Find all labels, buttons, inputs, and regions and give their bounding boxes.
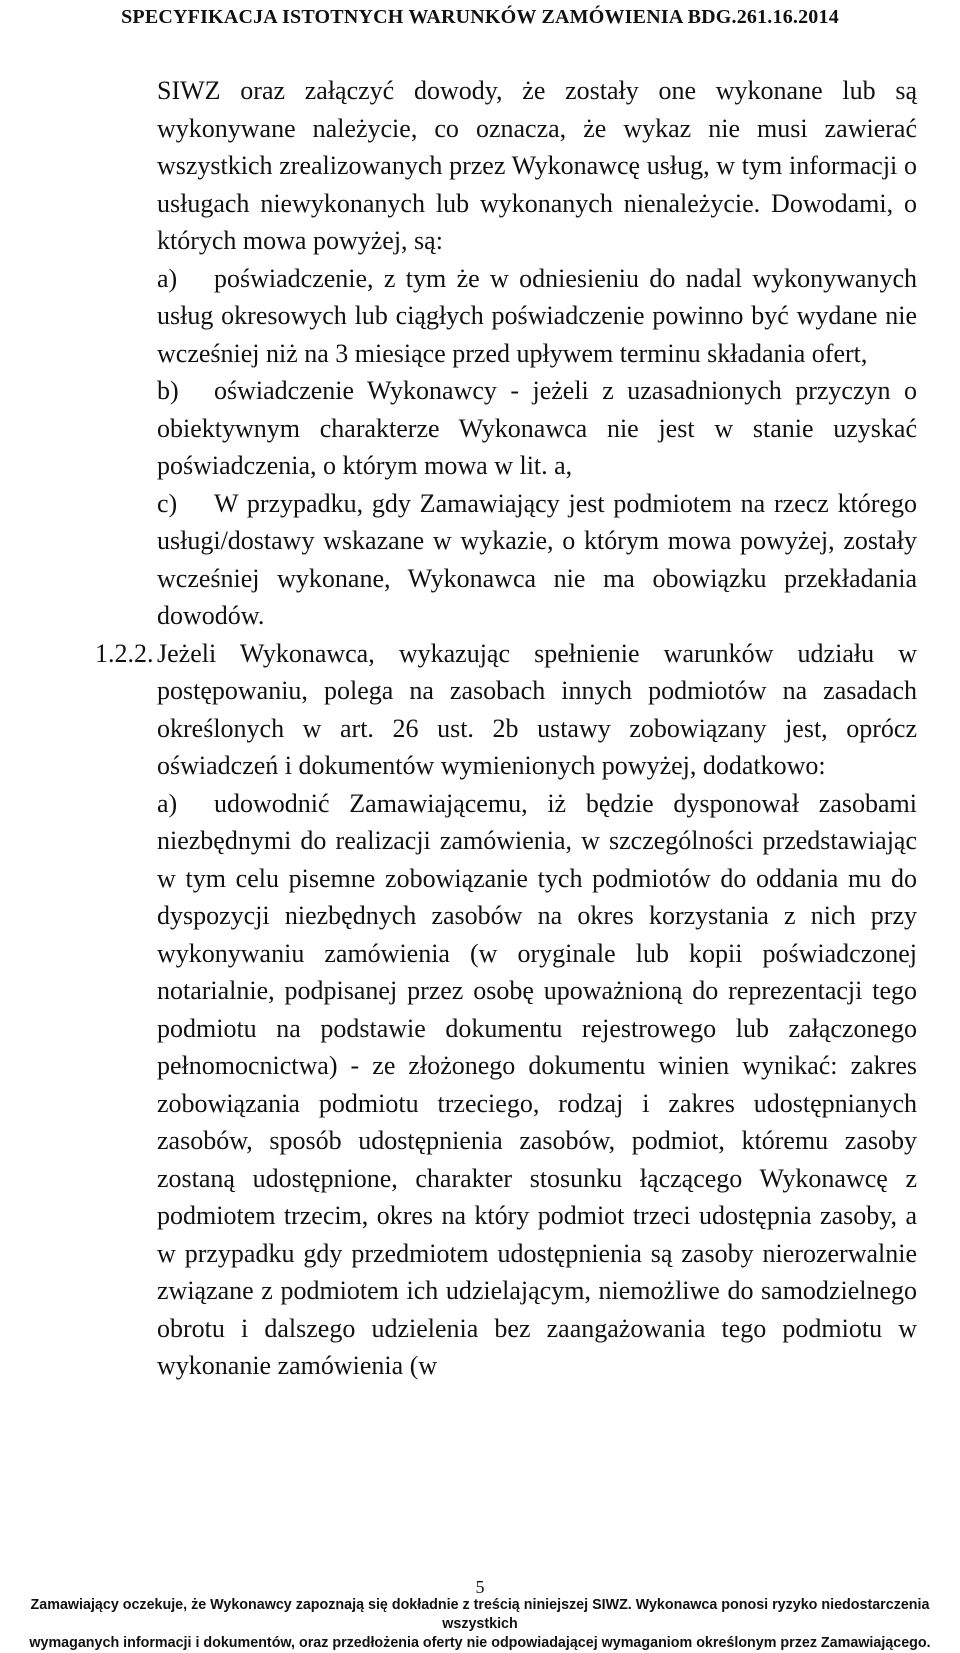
- section-number: 1.2.2.: [95, 638, 154, 668]
- list-text-b: oświadczenie Wykonawcy - jeżeli z uzasadnionych przyczyn o obiektywnym charakterze Wykonawca nie jest w stanie uzyskać poświadczenia, o którym mowa w lit. a,: [157, 376, 917, 480]
- footer-line-1: Zamawiający oczekuje, że Wykonawcy zapoznają się dokładnie z treścią niniejszej SIWZ. Wykonawca ponosi ryzyko niedostarczenia wszystkich: [30, 1597, 930, 1632]
- list-marker-a: a): [157, 263, 178, 293]
- list-item-2a: [157, 785, 917, 1385]
- list-text-c: W przypadku, gdy Zamawiający jest podmiotem na rzecz którego usługi/dostawy wskazane w wykazie, o którym mowa powyżej, zostały wcześniej wykonane, Wykonawca nie ma obowiązku przekładania dowodów.: [157, 488, 917, 630]
- list-item-c: [157, 485, 917, 635]
- page-footer: [0, 1596, 960, 1653]
- list-marker-b: b): [157, 376, 179, 405]
- list-item-b: [157, 372, 917, 485]
- page-number: 5: [475, 1577, 485, 1597]
- footer-line-2: wymaganych informacji i dokumentów, oraz przedłożenia oferty nie odpowiadającej wymaganiom określonym przez Zamawiającego.: [29, 1635, 931, 1651]
- list-item-a: [157, 260, 917, 373]
- section-1-2-2: [95, 635, 917, 785]
- list-text-2a: udowodnić Zamawiającemu, iż będzie dysponował zasobami niezbędnymi do realizacji zamówienia, w szczególności przedstawiając w tym celu pisemne zobowiązanie tych podmiotów do oddania mu do dyspozycji niezbędnych zasobów na okres korzystania z nich przy wykonywaniu zamówienia (w oryginale lub kopii poświadczonej notarialnie, podpisanej przez osobę upoważnioną do reprezentacji tego podmiotu na podstawie dokumentu rejestrowego lub załączonego pełnomocnictwa) - ze złożonego dokumentu winien wynikać: zakres zobowiązania podmiotu trzeciego, rodzaj i zakres udostępnianych zasobów, sposób udostępnienia zasobów, podmiot, któremu zasoby zostaną udostępnione, charakter stosunku łączącego Wykonawcę z podmiotem trzecim, okres na który podmiot trzeci udostępnia zasoby, a w przypadku gdy przedmiotem udostępnienia są zasoby nierozerwalnie związane z podmiotem ich udzielającym, niemożliwe do samodzielnego obrotu i dalszego udzielenia bez zaangażowania tego podmiotu w wykonanie zamówienia (w: [157, 788, 917, 1380]
- list-marker-2a: a): [157, 788, 178, 818]
- paragraph-intro: SIWZ oraz załączyć dowody, że zostały one wykonane lub są wykonywane należycie, co oznacza, że wykaz nie musi zawierać wszystkich zrealizowanych przez Wykonawcę usług, w tym informacji o usługach niewykonanych lub wykonanych nienależycie. Dowodami, o których mowa powyżej, są:: [157, 76, 917, 255]
- page-header: SPECYFIKACJA ISTOTNYCH WARUNKÓW ZAMÓWIENIA BDG.261.16.2014: [121, 6, 839, 28]
- section-text: Jeżeli Wykonawca, wykazując spełnienie warunków udziału w postępowaniu, polega na zasobach innych podmiotów na zasadach określonych w art. 26 ust. 2b ustawy zobowiązany jest, oprócz oświadczeń i dokumentów wymienionych powyżej, dodatkowo:: [157, 638, 917, 780]
- list-text-a: poświadczenie, z tym że w odniesieniu do nadal wykonywanych usług okresowych lub ciągłych poświadczenie powinno być wydane nie wcześniej niż na 3 miesiące przed upływem terminu składania ofert,: [157, 263, 917, 368]
- document-body: [95, 72, 917, 1385]
- list-marker-c: c): [157, 488, 178, 518]
